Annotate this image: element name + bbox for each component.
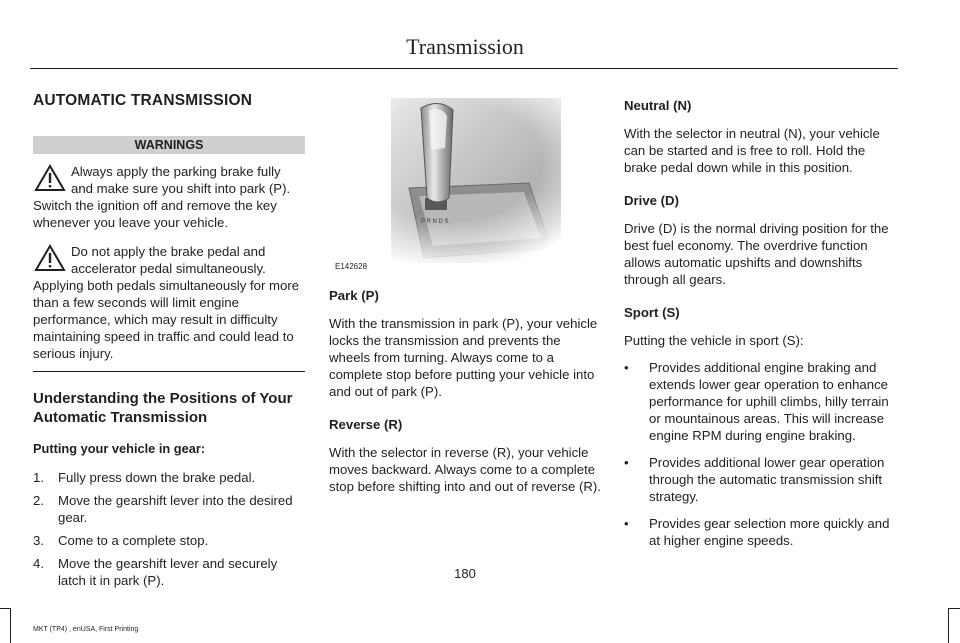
warning-2-text: Do not apply the brake pedal and accelerator pedal simultaneously. Applying both pedals simultaneously for more than a few seconds will limit engine performance, which may result in difficulty maintaining speed in traffic and could lead to serious injury. [33,244,300,361]
print-meta: MKT (TP4) , enUSA, First Printing [33,626,139,633]
neutral-title: Neutral (N) [624,98,692,113]
list-item: • Provides gear selection more quickly and at higher engine speeds. [624,516,890,548]
list-item: 3. Come to a complete stop. [33,533,209,548]
park-text: With the transmission in park (P), your vehicle locks the transmission and prevents the wheels from turning. Always come to a complete stop before putting your vehicle into and out of park (P). [329,316,598,399]
divider [33,371,305,372]
neutral-text: With the selector in neutral (N), your vehicle can be started and is free to roll. Hold the brake pedal down while in this position. [624,126,880,175]
list-item: 4. Move the gearshift lever and securely latch it in park (P). [33,556,278,588]
column-right [624,97,896,555]
sport-title: Sport (S) [624,305,680,320]
header-rule [30,68,898,69]
subhead-positions: Understanding the Positions of Your Automatic Transmission [33,390,293,426]
gear-intro: Putting your vehicle in gear: [33,441,206,456]
section-title: AUTOMATIC TRANSMISSION [33,92,253,109]
reverse-text: With the selector in reverse (R), your vehicle moves backward. Always come to a complete stop before shifting into and out of reverse (R). [329,445,601,494]
warning-triangle-icon [33,163,67,193]
list-item: 1. Fully press down the brake pedal. [33,470,256,485]
column-middle [329,88,601,495]
column-left [33,92,305,595]
warnings-bar: WARNINGS [33,136,305,154]
crop-mark [0,608,10,609]
page-title: Transmission [406,34,524,59]
warning-1 [33,163,305,231]
figure-id: E142628 [335,262,368,271]
page-number: 180 [454,566,476,581]
list-item: • Provides additional lower gear operation through the automatic transmission shift strategy. [624,455,885,504]
crop-mark [948,608,960,609]
list-item: 2. Move the gearshift lever into the desired gear. [33,493,293,525]
reverse-title: Reverse (R) [329,417,403,432]
warning-2 [33,243,305,362]
gearshift-figure [329,88,601,270]
park-title: Park (P) [329,288,379,303]
sport-bullets [624,359,896,549]
page-header [0,0,960,75]
crop-mark [948,608,949,643]
crop-mark [10,608,11,643]
warning-triangle-icon [33,243,67,273]
warning-1-text: Always apply the parking brake fully and make sure you shift into park (P). Switch the ignition off and remove the key whenever you leave your vehicle. [33,164,291,230]
drive-text: Drive (D) is the normal driving position for the best fuel economy. The overdrive function allows automatic upshifts and downshifts through all gears. [624,221,889,287]
sport-intro: Putting the vehicle in sport (S): [624,333,804,348]
drive-title: Drive (D) [624,193,679,208]
gearshift-illustration [329,88,601,270]
list-item: • Provides additional engine braking and extends lower gear operation to enhance performance for uphill climbs, hilly terrain or mountainous areas. This will increase engine RPM during engine braking. [624,360,889,443]
